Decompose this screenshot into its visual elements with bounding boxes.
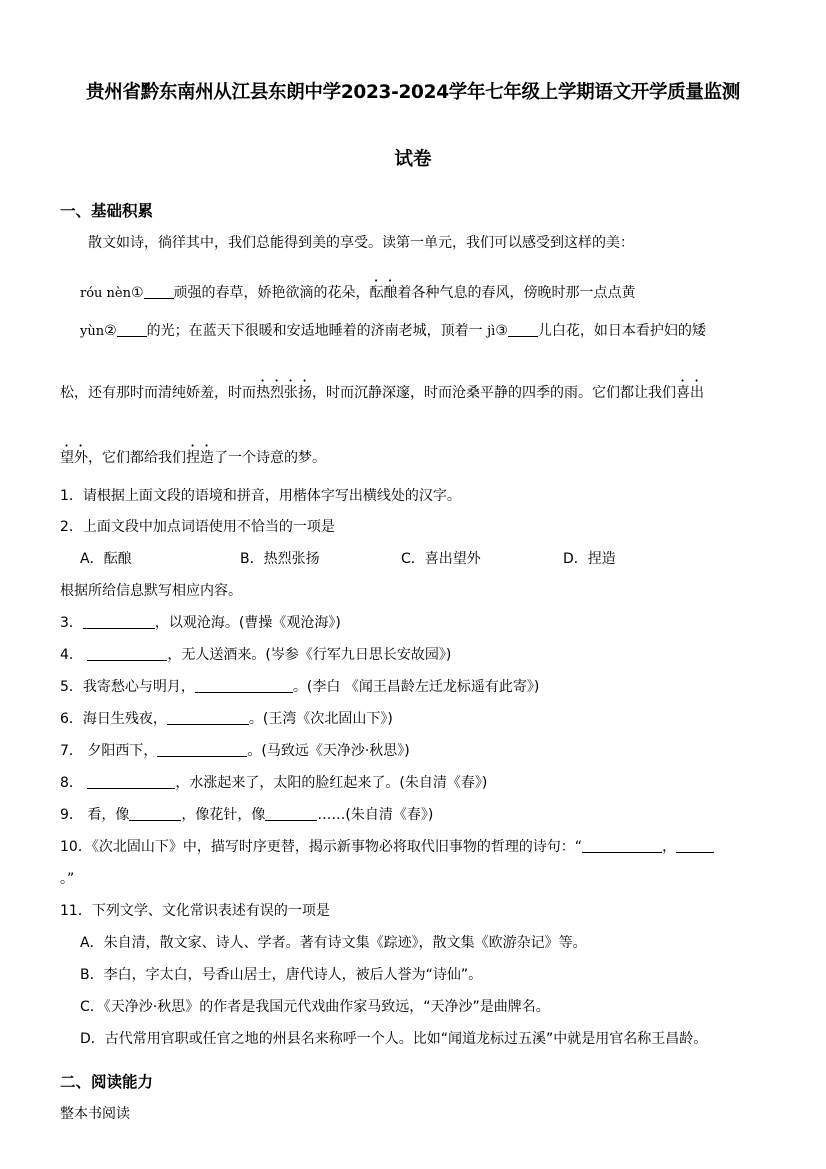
circled-num-1: ① [130,285,144,301]
question-text: 。(王湾《次北固山下》) [248,711,393,727]
dotted-word-wangwai: 望外 [60,450,88,466]
passage-text: 松，还有那时而清纯娇羞，时而 [60,385,256,401]
passage-text: 儿白花，如日本看护妇的矮 [537,323,706,339]
pinyin-3: jì [487,324,496,339]
passage-line-4 [60,442,326,467]
question-2: 2．上面文段中加点词语使用不恰当的一项是 [60,519,335,535]
question-text: 10．《次北固山下》中，描写时序更替，揭示新事物必将取代旧事物的哲理的诗句：“ [60,839,583,855]
q2-option-b[interactable]: B．热烈张扬 [240,551,320,567]
dotted-word-xichu: 喜出 [676,385,704,401]
question-2-options [0,550,826,568]
question-text: 9． 看，像 [60,807,130,823]
passage-line-3 [60,377,704,402]
question-text: 5．我寄愁心与明月， [60,679,195,695]
passage-line-1 [80,277,636,303]
blank-3[interactable] [508,322,538,337]
blank-2[interactable] [117,322,147,337]
q9-blank-1[interactable] [129,806,181,821]
q2-option-c[interactable]: C．喜出望外 [401,551,481,567]
q11-option-a[interactable]: A．朱自清，散文家、诗人、学者。著有诗文集《踪迹》，散文集《欧游杂记》等。 [80,935,587,951]
q5-blank[interactable] [195,678,293,693]
pinyin-1: róu nèn [80,286,131,301]
question-text: ……(朱自清《春》) [317,807,434,823]
question-text: 。(李白 《闻王昌龄左迁龙标遥有此寄》) [292,679,540,695]
question-number: 4． [60,647,83,663]
question-text: ，像花针，像 [181,807,266,823]
question-3 [60,614,341,632]
q10-blank-1[interactable] [582,838,662,853]
q11-option-b[interactable]: B．李白，字太白，号香山居士，唐代诗人，被后人誉为“诗仙”。 [80,967,483,983]
page-title-line1: 贵州省黔东南州从江县东朗中学2023-2024学年七年级上学期语文开学质量监测 [86,82,740,103]
q7-blank[interactable] [157,742,247,757]
question-8 [60,774,487,792]
pinyin-2: yùn [80,324,105,339]
question-9 [60,806,433,824]
question-text: 6．海日生残夜， [60,711,167,727]
question-text: 7． 夕阳西下， [60,743,158,759]
question-number: 8． [60,775,83,791]
question-6 [60,710,393,728]
dotted-word-niezao: 捏造 [186,450,214,466]
question-10-end: 。” [60,871,75,887]
q11-option-d[interactable]: D．古代常用官职或任官之地的州县名来称呼一个人。比如“闻道龙标过五溪”中就是用官名称王昌龄。 [80,1031,708,1047]
passage-line-2 [80,322,706,341]
circled-num-2: ② [104,323,117,339]
question-5 [60,678,539,696]
q4-blank[interactable] [87,646,167,661]
passage-text: 的光；在蓝天下很暖和安适地睡着的济南老城，顶着一 [146,323,483,339]
question-11: 11．下列文学、文化常识表述有误的一项是 [60,903,330,919]
recitation-instruction: 根据所给信息默写相应内容。 [60,583,242,599]
circled-num-3: ③ [495,323,508,339]
q3-blank[interactable] [83,614,155,629]
passage-text: ，时而沉静深邃，时而沧桑平静的四季的雨。它们都让我们 [312,385,676,401]
question-7 [60,742,410,760]
question-text: ，无人送酒来。(岑参《行军九日思长安故园》) [167,647,452,663]
q2-option-a[interactable]: A．酝酿 [80,551,132,567]
passage-text: 了一个诗意的梦。 [214,450,326,466]
section-heading-basics: 一、基础积累 [60,202,154,220]
question-number: 3． [60,615,83,631]
question-text: ，以观沧海。(曹操《观沧海》) [154,615,341,631]
question-text: 。(马致远《天净沙·秋思》) [247,743,410,759]
passage-intro: 散文如诗，徜徉其中，我们总能得到美的享受。读第一单元，我们可以感受到这样的美： [88,235,634,251]
q2-option-d[interactable]: D．捏造 [563,551,616,567]
q9-blank-2[interactable] [265,806,317,821]
question-1: 1．请根据上面文段的语境和拼音，用楷体字写出横线处的汉字。 [60,488,461,504]
question-text: ，水涨起来了，太阳的脸红起来了。(朱自清《春》) [175,775,488,791]
dotted-word-relie: 热烈张扬 [256,385,312,401]
dotted-word-yunniang: 酝酿 [369,285,398,301]
q6-blank[interactable] [167,710,249,725]
q8-blank[interactable] [87,774,175,789]
section-heading-reading: 二、阅读能力 [60,1073,154,1091]
q11-option-c[interactable]: C．《天净沙·秋思》的作者是我国元代戏曲作家马致远，“天净沙”是曲牌名。 [80,999,550,1015]
question-text: ， [662,839,677,855]
page-title-line2: 试卷 [394,149,432,170]
section-subheading: 整本书阅读 [60,1106,130,1122]
blank-1[interactable] [144,284,174,299]
passage-text: 顽强的春草，娇艳欲滴的花朵， [173,285,370,301]
question-4 [60,646,451,664]
question-10 [60,838,766,856]
passage-text: ，它们都给我们 [88,450,186,466]
passage-text: 着各种气息的春风，傍晚时那一点点黄 [397,285,636,301]
q10-blank-2[interactable] [676,838,714,853]
